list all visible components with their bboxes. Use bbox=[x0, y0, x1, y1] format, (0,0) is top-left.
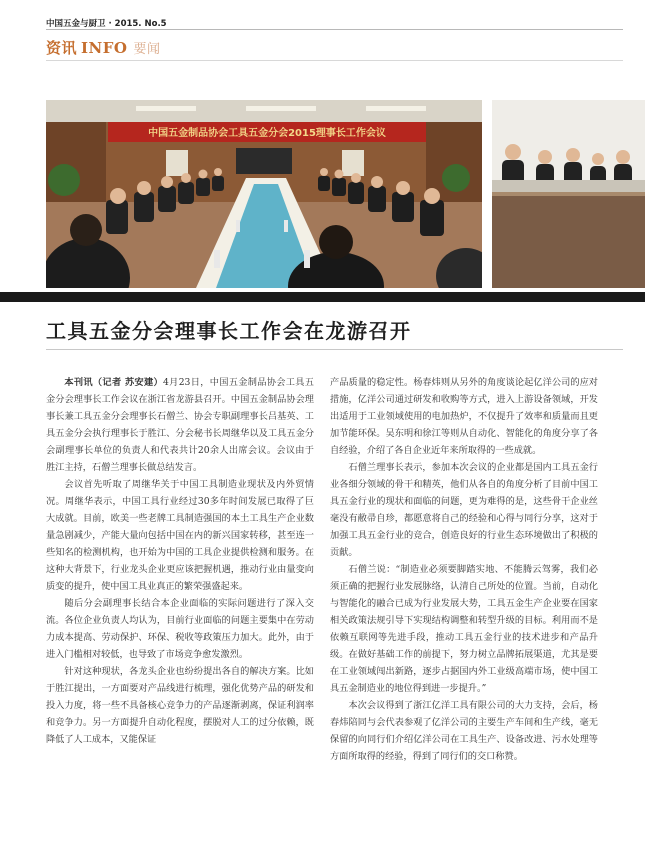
side-photo bbox=[492, 100, 645, 288]
article-column-right bbox=[330, 374, 598, 765]
article-paragraph: 会议首先听取了周继华关于中国工具制造业现状及内外贸情况。周继华表示，中国工具行业经过30多年时间发展已取得了巨大成就。目前，欧美一些老牌工具制造强国的本土工具生产企业数量急剧减少，产能大量向包括中国在内的新兴国家转移，甚至连一些知名的检测机构，也开始为中国的工具企业提供检测和服务。在这种大背景下，行业龙头企业更应该把握机遇，推动行业由量变向质变的提升，使中国工具业真正的繁荣强盛起来。 bbox=[46, 479, 314, 592]
meeting-photo bbox=[46, 100, 482, 288]
banner-text: 中国五金制品协会工具五金分会2015理事长工作会议 bbox=[148, 128, 386, 139]
paragraph-text: 4月23日，中国五金制品协会工具五金分会理事长工作会议在浙江省龙游县召开。中国五金制品协会理事长兼工具五金分会理事长石僧兰、协会专职副理事长吕基英、工具五金分会执行理事长于胜江、分会秘书长周继华以及工具五金分会副理事长单位的负责人和代表共计20余人出席会议。会议由于胜江主持，石僧兰理事长做总结发言。 bbox=[46, 377, 314, 473]
article-paragraph: 本次会议得到了浙江亿洋工具有限公司的大力支持，会后，杨春炜陪同与会代表参观了亿洋公司的主要生产车间和生产线，毫无保留的向同行们介绍亿洋公司在工具生产、设备改进、污水处理等方面所取得的经验，得到了同行们的交口称赞。 bbox=[330, 700, 598, 762]
article-paragraph bbox=[46, 374, 314, 476]
section-en: INFO bbox=[81, 39, 128, 57]
photo-divider-bar bbox=[0, 292, 645, 302]
article-paragraph: 随后分会副理事长结合本企业面临的实际问题进行了深入交流。各位企业负责人均认为，目前行业面临的问题主要集中在劳动力成本提高、劳动保护、环保、税收等政策压力加大。此外，由于进入门槛相对较低，也导致了市场竞争愈发激烈。 bbox=[46, 598, 314, 660]
section-label bbox=[46, 37, 160, 58]
article-paragraph: 石僧兰理事长表示，参加本次会议的企业都是国内工具五金行业各细分领域的骨干和精英，他们从各自的角度分析了目前中国工具五金行业的现状和面临的问题，更为难得的是，这些骨干企业丝毫没有敝帚自珍，都愿意将自己的经验和心得与同行分享，这对于加强工具五金行业的竞合，创造良好的行业生态环境做出了积极的贡献。 bbox=[330, 462, 598, 558]
article-headline: 工具五金分会理事长工作会在龙游召开 bbox=[46, 319, 412, 343]
article-paragraph: 产品质量的稳定性。杨春炜则从另外的角度谈论起亿洋公司的应对措施，亿洋公司通过研发和收购等方式，进入上游设备领域，开发出适用于工业领域使用的电加热炉，不仅提升了效率和质量而且更加节能环保。吴东明和徐江等则从自动化、智能化的角度分享了各自经验，介绍了各自企业近年来所取得的一些成就。 bbox=[330, 377, 598, 456]
section-cn: 资讯 bbox=[46, 39, 78, 57]
section-sub: 要闻 bbox=[133, 42, 161, 57]
section-rule bbox=[46, 60, 623, 61]
byline-label: 本刊讯 bbox=[64, 377, 93, 388]
article-paragraph: 针对这种现状，各龙头企业也纷纷提出各自的解决方案。比如于胜江提出，一方面要对产品线进行梳理，强化优势产品的研发和投入力度，将一些不具备核心竞争力的产品逐渐剥离，保证利润率和竞争力。另一方面提升自动化程度，摆脱对人工的过分依赖，既降低了人工成本，又能保证 bbox=[46, 666, 314, 745]
byline-reporter: （记者 苏安建） bbox=[92, 377, 164, 388]
running-head: 中国五金与厨卫 · 2015. No.5 bbox=[46, 19, 167, 29]
headline-rule bbox=[46, 349, 623, 350]
header-rule bbox=[46, 29, 623, 30]
article-paragraph: 石僧兰说：“制造业必须要脚踏实地、不能腾云驾雾，我们必须正确的把握行业发展脉络，认清自己所处的位置。当前，自动化与智能化的融合已成为行业发展大势，工具五金生产企业要在国家相关政策法规引导下实现结构调整和转型升级的目标。利用而不是依赖互联网等先进手段，推动工具五金行业的技术进步和产品升级。在做好基础工作的前提下，努力树立品牌拓展渠道，尤其是要在工业领域闯出新路，逐步占据国内外工业级高端市场，使中国工具五金制造业的地位得到进一步提升。” bbox=[330, 564, 598, 694]
article-column-left bbox=[46, 374, 314, 748]
